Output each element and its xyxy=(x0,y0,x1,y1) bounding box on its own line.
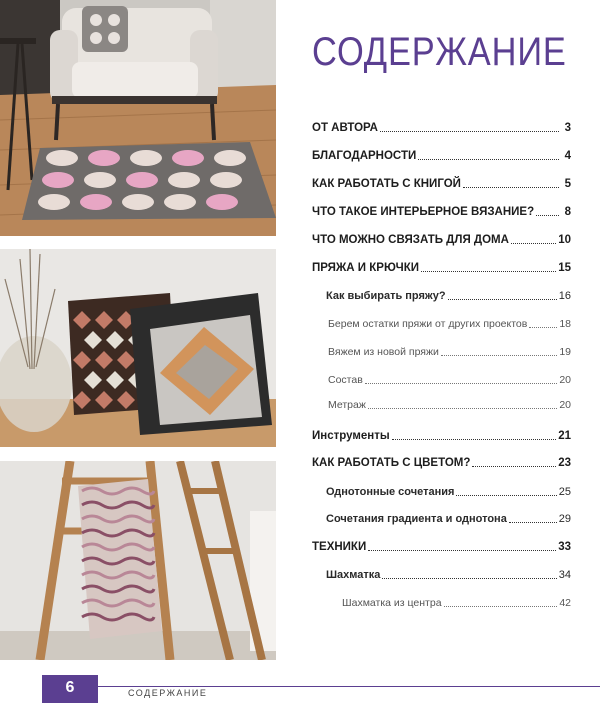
toc-entry-page: 16 xyxy=(558,290,571,302)
footer-section-label: СОДЕРЖАНИЕ xyxy=(128,688,208,698)
toc-entry-title: Однотонные сочетания xyxy=(326,486,455,498)
toc-entry-page: 21 xyxy=(558,430,571,442)
toc-entry-title: ТЕХНИКИ xyxy=(312,541,367,553)
toc-entry-title: Инструменты xyxy=(312,430,390,442)
toc-entry-title: КАК РАБОТАТЬ С КНИГОЙ xyxy=(312,178,461,190)
toc-entry-page: 20 xyxy=(559,399,571,411)
toc-entry-page: 25 xyxy=(558,486,571,498)
toc-entry xyxy=(326,283,571,303)
toc-entry-title: БЛАГОДАРНОСТИ xyxy=(312,150,417,162)
toc-leader-dots xyxy=(536,214,559,216)
toc-entry-page: 33 xyxy=(558,541,571,553)
toc-entry xyxy=(328,392,571,412)
toc-leader-dots xyxy=(509,521,557,523)
toc-entry xyxy=(312,199,571,219)
toc-leader-dots xyxy=(456,494,556,496)
toc-leader-dots xyxy=(448,298,557,300)
toc-entry-title: Шахматка из центра xyxy=(342,597,442,609)
pillows-photo xyxy=(0,249,276,447)
toc-entry xyxy=(328,367,571,387)
toc-leader-dots xyxy=(511,242,556,244)
toc-leader-dots xyxy=(418,158,559,160)
ladder-blanket-photo xyxy=(0,461,276,660)
toc-entry-page: 5 xyxy=(564,178,571,190)
toc-leader-dots xyxy=(529,326,557,328)
toc-entry xyxy=(312,255,571,275)
toc-entry-title: Состав xyxy=(328,374,363,386)
toc-entry xyxy=(312,423,571,443)
toc-leader-dots xyxy=(463,186,559,188)
toc-entry-title: Вяжем из новой пряжи xyxy=(328,346,439,358)
toc-entry xyxy=(312,171,571,191)
toc-entry xyxy=(326,479,571,499)
toc-entry xyxy=(326,506,571,526)
armchair-rug-photo xyxy=(0,0,276,236)
toc-entry-page: 23 xyxy=(558,457,571,469)
toc-entry xyxy=(312,143,571,163)
toc-entry xyxy=(328,339,571,359)
toc-entry-page: 3 xyxy=(564,122,571,134)
toc-entry xyxy=(312,534,571,554)
toc-entry-title: ЧТО МОЖНО СВЯЗАТЬ ДЛЯ ДОМА xyxy=(312,234,509,246)
toc-entry-page: 20 xyxy=(559,374,571,386)
toc-entry xyxy=(326,562,571,582)
toc-entry-title: Берем остатки пряжи от других проектов xyxy=(328,318,528,330)
toc-entry-page: 15 xyxy=(558,262,571,274)
toc-entry-title: КАК РАБОТАТЬ С ЦВЕТОМ? xyxy=(312,457,471,469)
toc-leader-dots xyxy=(472,465,556,467)
toc-entry-page: 8 xyxy=(564,206,571,218)
toc-leader-dots xyxy=(421,270,556,272)
toc-entry xyxy=(312,227,571,247)
toc-entry-title: ПРЯЖА И КРЮЧКИ xyxy=(312,262,420,274)
toc-entry-title: Метраж xyxy=(328,399,366,411)
toc-entry-title: Как выбирать пряжу? xyxy=(326,290,446,302)
toc-entry-page: 19 xyxy=(559,346,571,358)
toc-leader-dots xyxy=(392,438,557,440)
toc-entry-title: Шахматка xyxy=(326,569,381,581)
toc-leader-dots xyxy=(368,407,557,409)
toc-entry-page: 18 xyxy=(559,318,571,330)
toc-leader-dots xyxy=(368,549,556,551)
toc-entry-page: 29 xyxy=(558,513,571,525)
toc-entry-title: ОТ АВТОРА xyxy=(312,122,378,134)
page-title: СОДЕРЖАНИЕ xyxy=(312,30,567,74)
toc-leader-dots xyxy=(441,354,557,356)
toc-entry-page: 10 xyxy=(558,234,571,246)
toc-leader-dots xyxy=(365,382,558,384)
toc-entry-title: ЧТО ТАКОЕ ИНТЕРЬЕРНОЕ ВЯЗАНИЕ? xyxy=(312,206,535,218)
footer-rule xyxy=(98,686,600,687)
toc-entry xyxy=(328,311,571,331)
toc-entry-page: 4 xyxy=(564,150,571,162)
footer-page-number: 6 xyxy=(65,679,75,696)
toc-leader-dots xyxy=(444,605,558,607)
toc-entry xyxy=(312,450,571,470)
toc-entry-page: 34 xyxy=(558,569,571,581)
toc-leader-dots xyxy=(380,130,559,132)
toc-entry xyxy=(312,115,571,135)
toc-leader-dots xyxy=(382,577,556,579)
toc-entry xyxy=(342,590,571,610)
toc-entry-page: 42 xyxy=(559,597,571,609)
toc-entry-title: Сочетания градиента и однотона xyxy=(326,513,507,525)
